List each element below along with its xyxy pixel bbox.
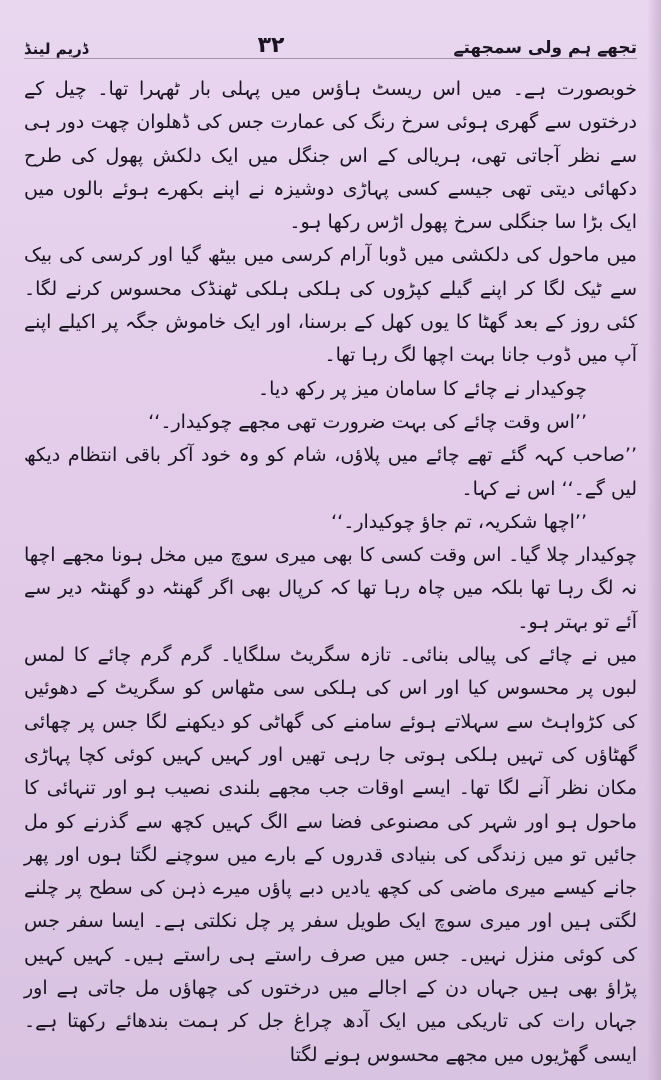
paragraph: چوکیدار نے چائے کا سامان میز پر رکھ دیا۔ [258, 377, 587, 400]
paragraph: ’’اچھا شکریہ، تم جاؤ چوکیدار۔‘‘ [331, 510, 587, 533]
paragraph: چوکیدار چلا گیا۔ اس وقت کسی کا بھی میری سوچ میں مخل ہونا مجھے اچھا نہ لگ رہا تھا بلکہ میں چاہ رہا تھا کہ کرپال بھی اگر گھنٹہ دو گھنٹہ دیر سے آئے تو بہتر ہو۔ [24, 544, 637, 633]
page-header [24, 18, 637, 59]
page-number: ۳۲ [257, 33, 285, 58]
page-body [24, 73, 637, 1072]
book-title: تجھے ہم ولی سمجھتے [453, 38, 637, 58]
paragraph: ’’اس وقت چائے کی بہت ضرورت تھی مجھے چوکیدار۔‘‘ [148, 410, 587, 433]
paragraph: ’’صاحب کہہ گئے تھے چائے میں پلاؤں، شام کو وہ خود آکر باقی انتظام دیکھ لیں گے۔‘‘ اس نے کہا۔ [24, 444, 637, 500]
page-edge-shadow [647, 0, 661, 1080]
paragraph: میں نے چائے کی پیالی بنائی۔ تازہ سگریٹ سلگایا۔ گرم گرم چائے کا لمس لبوں پر محسوس کیا اور اس کی ہلکی سی مٹھاس کو سگریٹ کے دھوئیں کی کڑواہٹ سے سہلاتے ہوئے سامنے کی گھاٹی کو دیکھنے لگا جس پر چھائی گھٹاؤں کی تہیں ہلکی ہوتی جا رہی تھیں اور کہیں کہیں کوئی کچا پہاڑی مکان نظر آنے لگا تھا۔ ایسے اوقات جب مجھے بلندی نصیب ہو اور تنہائی کا ماحول ہو اور شہر کی مصنوعی فضا سے الگ کہیں کچھ سے گذرنے کو مل جائیں تو میں زندگی کی بنیادی قدروں کے بارے میں سوچنے لگتا ہوں اور پھر جانے کیسے میری ماضی کی کچھ یادیں دبے پاؤں میرے ذہن کی سطح پر چلنے لگتی ہیں اور میری سوچ ایک طویل سفر پر چل نکلتی ہے۔ ایسا سفر جس کی کوئی منزل نہیں۔ جس میں صرف راستے ہی راستے ہیں۔ کہیں کہیں پڑاؤ بھی ہیں جہاں دن کے اجالے میں درختوں کی چھاؤں مل جاتی ہے اور جہاں رات کی تاریکی میں ایک آدھ چراغ جل کر ہمت بندھائے رکھتا ہے۔ ایسی گھڑیوں میں مجھے محسوس ہونے لگتا [24, 644, 637, 1066]
publisher-name: ڈریم لینڈ [24, 40, 89, 58]
paragraph: خوبصورت ہے۔ میں اس ریسٹ ہاؤس میں پہلی بار ٹھہرا تھا۔ چیل کے درختوں سے گھری ہوئی سرخ رنگ کی عمارت جس کی ڈھلوان چھت دور ہی سے نظر آجاتی تھی، ہریالی کے اس جنگل میں ایک دلکش پھول کی طرح دکھائی دیتی تھی جیسے کسی پہاڑی دوشیزہ نے اپنے بکھرے ہوئے بالوں میں ایک بڑا سا جنگلی سرخ پھول اڑس رکھا ہو۔ [24, 78, 637, 234]
paragraph: میں ماحول کی دلکشی میں ڈوبا آرام کرسی میں بیٹھ گیا اور کرسی کی بیک سے ٹیک لگا کر اپنے گیلے کپڑوں کی ہلکی ہلکی ٹھنڈک محسوس کرنے لگا۔ کئی روز کے بعد گھٹا کا یوں کھل کے برسنا، اور ایک خاموش جگہ پر اکیلے اپنے آپ میں ڈوب جانا بہت اچھا لگ رہا تھا۔ [24, 244, 637, 367]
